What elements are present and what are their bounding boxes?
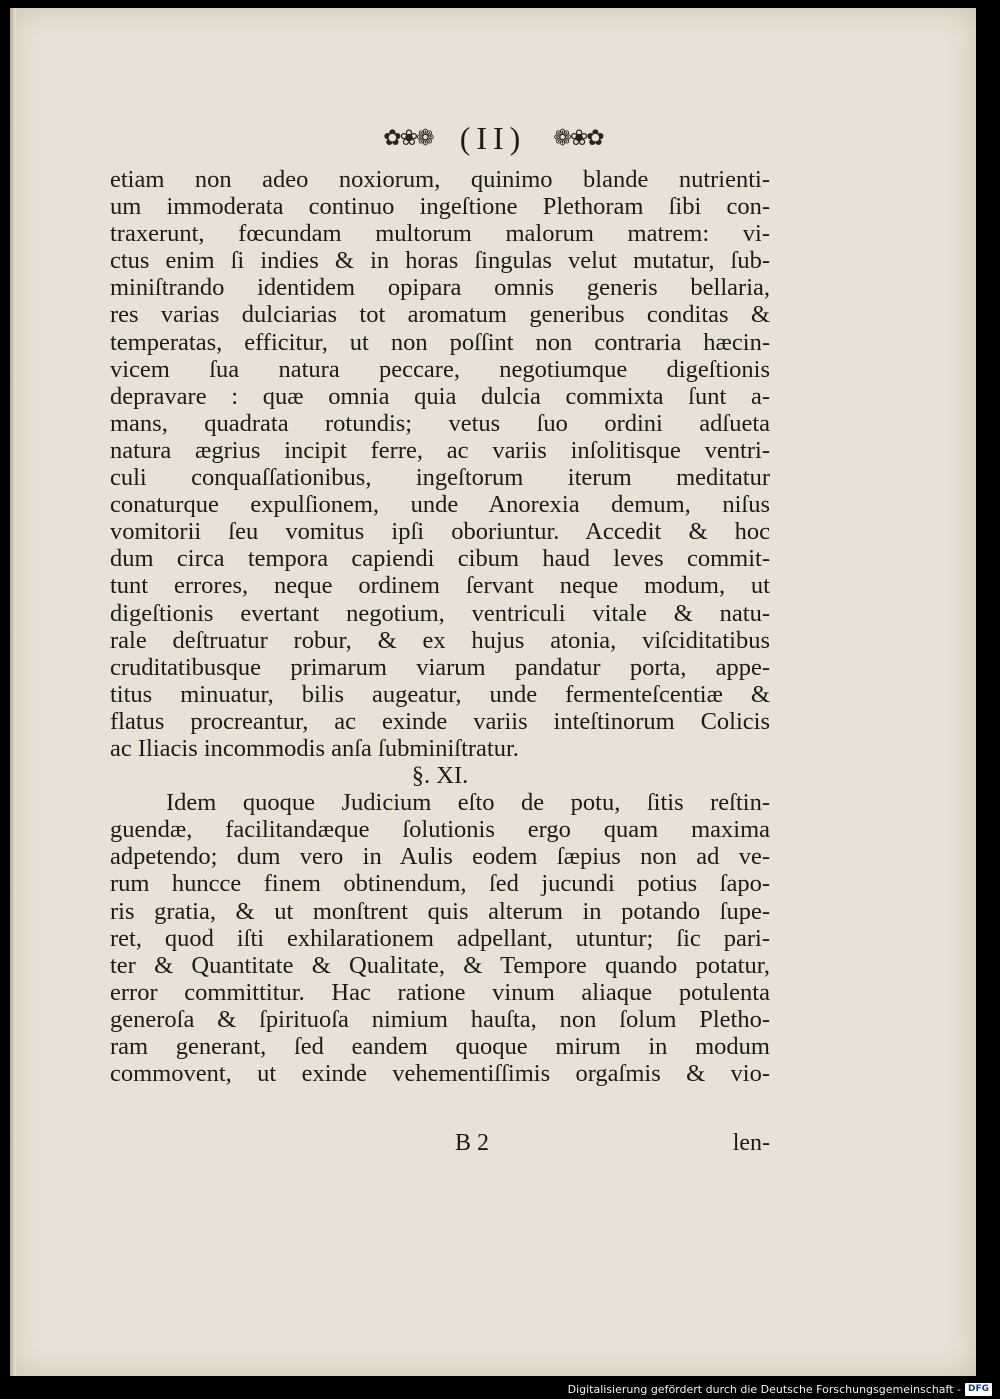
ornament-left-icon: ✿❀❁: [383, 126, 433, 151]
dfg-logo-icon: DFG: [965, 1383, 992, 1396]
page-edge-shadow: [10, 8, 16, 1376]
page-header: [10, 120, 976, 157]
text-line: res varias dulciarias tot aromatum generibus conditas &: [110, 301, 770, 329]
text-line: ram generant, ſed eandem quoque mirum in modum: [110, 1033, 770, 1060]
text-line: generoſa & ſpirituoſa nimium hauſta, non ſolum Pletho-: [110, 1005, 770, 1033]
text-line: ctus enim ſi indies & in horas ſingulas velut mutatur, ſub-: [110, 247, 770, 275]
text-line: adpetendo; dum vero in Aulis eodem ſæpius non ad ve-: [110, 843, 770, 871]
text-line: ter & Quantitate & Qualitate, & Tempore quando potatur,: [110, 951, 770, 979]
text-line: miniſtrando identidem opipara omnis generis bellaria,: [110, 274, 770, 302]
signature-mark: B 2: [455, 1130, 490, 1156]
text-line: dum circa tempora capiendi cibum haud leves commit-: [110, 545, 770, 573]
text-line: vomitorii ſeu vomitus ipſi oboriuntur. Accedit & hoc: [110, 518, 770, 546]
text-line: digeſtionis evertant negotium, ventriculi vitale & natu-: [110, 599, 770, 627]
page-number: (II): [459, 120, 527, 156]
credit-text: Digitalisierung gefördert durch die Deutsche Forschungsgemeinschaft -: [567, 1382, 961, 1396]
catchword: len-: [732, 1130, 770, 1156]
text-line: depravare : quæ omnia quia dulcia commixta ſunt a-: [110, 382, 770, 410]
section-heading: §. XI.: [411, 762, 469, 790]
text-line: etiam non adeo noxiorum, quinimo blande nutrienti-: [110, 166, 770, 193]
book-page: [10, 8, 976, 1376]
page-footer: [110, 1130, 770, 1160]
digitization-credit: [568, 1381, 992, 1397]
text-line: mans, quadrata rotundis; vetus ſuo ordini adſueta: [110, 409, 770, 437]
text-line: rum huncce finem obtinendum, ſed jucundi potius ſapo-: [110, 870, 770, 898]
text-line: traxerunt, fœcundam multorum malorum matrem: vi-: [110, 220, 770, 248]
text-line: Idem quoque Judicium eſto de potu, ſitis reſtin-: [166, 789, 770, 817]
text-line: conaturque expulſionem, unde Anorexia demum, niſus: [110, 491, 770, 519]
text-line: error committitur. Hac ratione vinum aliaque potulenta: [110, 978, 770, 1006]
ornament-right-icon: ❁❀✿: [553, 126, 603, 151]
text-line: ris gratia, & ut monſtrent quis alterum in potando ſupe-: [110, 897, 770, 925]
text-line: ret, quod iſti exhilarationem adpellant, utuntur; ſic pari-: [110, 924, 770, 952]
text-line: ac Iliacis incommodis anſa ſubminiſtratur.: [110, 734, 519, 762]
text-line: cruditatibusque primarum viarum pandatur porta, appe-: [110, 653, 770, 681]
text-line: um immoderata continuo ingeſtione Plethoram ſibi con-: [110, 193, 770, 221]
text-line: natura ægrius incipit ferre, ac variis inſolitisque ventri-: [110, 436, 770, 464]
text-line: rale deſtruatur robur, & ex hujus atonia, viſciditatibus: [110, 626, 770, 654]
body-text: [110, 166, 770, 1087]
text-line: flatus procreantur, ac exinde variis inteſtinorum Colicis: [110, 707, 770, 735]
text-line: commovent, ut exinde vehementiſſimis orgaſmis & vio-: [110, 1060, 770, 1088]
text-line: temperatas, efficitur, ut non poſſint non contraria hæcin-: [110, 328, 770, 356]
text-line: guendæ, facilitandæque ſolutionis ergo quam maxima: [110, 816, 770, 844]
text-line: titus minuatur, bilis augeatur, unde fermenteſcentiæ &: [110, 680, 770, 708]
text-line: tunt errores, neque ordinem ſervant neque modum, ut: [110, 572, 770, 600]
text-line: culi conquaſſationibus, ingeſtorum iterum meditatur: [110, 464, 770, 492]
text-line: vicem ſua natura peccare, negotiumque digeſtionis: [110, 355, 770, 383]
